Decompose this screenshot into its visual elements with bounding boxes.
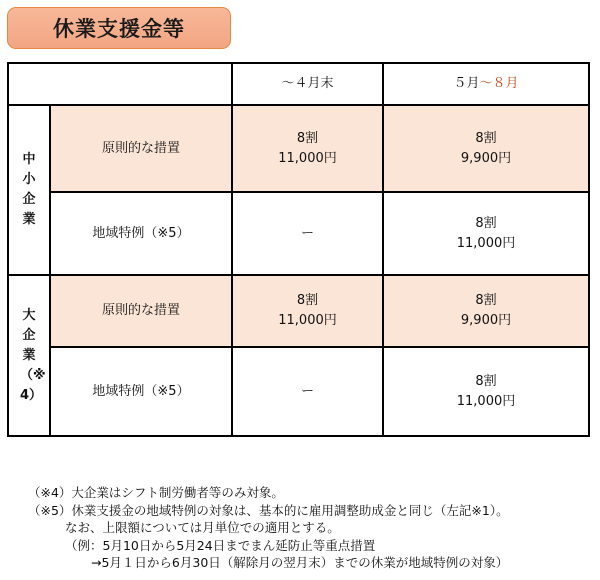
header-period-2: ５月～８月 — [383, 63, 589, 105]
cell-value: 8割 9,900円 — [383, 105, 589, 192]
header-period-1: ～４月末 — [232, 63, 383, 105]
cell-value: 8割 11,000円 — [232, 105, 383, 192]
footnote-5: （※5）休業支援金の地域特例の対象は、基本的に雇用調整助成金と同じ（左記※1）。 — [28, 502, 509, 518]
cell-value: 8割 9,900円 — [383, 275, 589, 347]
row-label: 地域特例（※5） — [50, 347, 232, 436]
table-header-row — [8, 63, 589, 105]
table-row — [8, 347, 589, 436]
cell-value: 8割 11,000円 — [383, 347, 589, 436]
support-table — [7, 62, 590, 437]
cell-value: 8割 11,000円 — [232, 275, 383, 347]
cell-value: 8割 11,000円 — [383, 192, 589, 275]
cell-value: ー — [232, 347, 383, 436]
header-period-2-accent: ～８月 — [479, 76, 519, 91]
row-label: 原則的な措置 — [50, 105, 232, 192]
table-row — [8, 192, 589, 275]
category-sme: 中小企業 — [8, 105, 50, 275]
table-row — [8, 275, 589, 347]
footnote-example-cont: →5月１日から6月30日（解除月の翌月末）までの休業が地域特例の対象） — [91, 555, 509, 570]
row-label: 原則的な措置 — [50, 275, 232, 347]
footnote-5-cont: なお、上限額については月単位での適用とする。 — [65, 520, 340, 535]
section-title — [7, 7, 231, 49]
category-large: 大企業（※4） — [8, 275, 50, 436]
footnote-example: （例：5月10日から5月24日までまん延防止等重点措置 — [65, 537, 376, 553]
cell-value: ー — [232, 192, 383, 275]
footnotes — [28, 484, 509, 572]
header-empty-cell — [8, 63, 232, 105]
footnote-4: （※4）大企業はシフト制労働者等のみ対象。 — [28, 485, 284, 500]
table-row — [8, 105, 589, 192]
section-title-text: 休業支援金等 — [53, 17, 185, 41]
row-label: 地域特例（※5） — [50, 192, 232, 275]
